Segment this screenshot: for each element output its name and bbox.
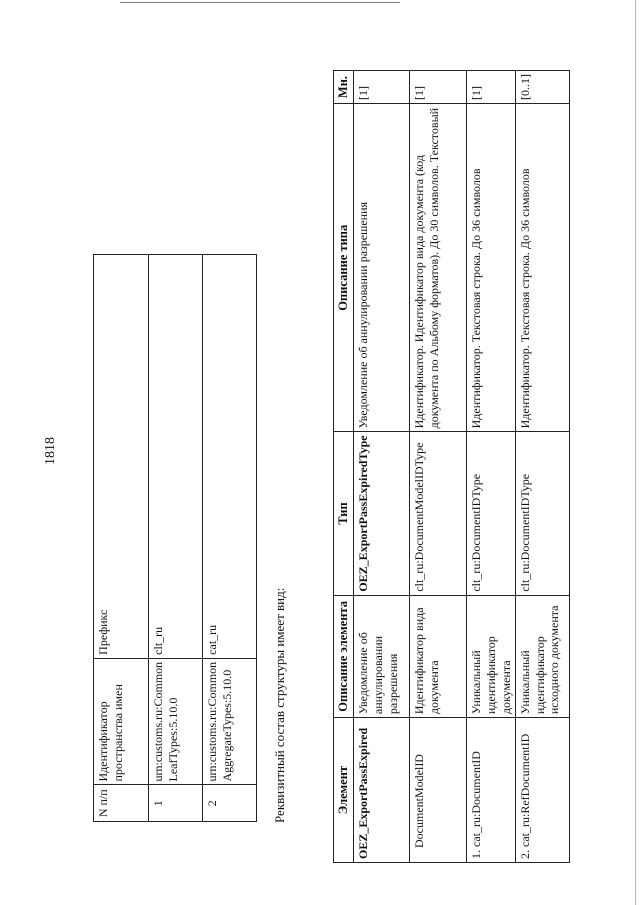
cell-type-description: Уведомление об аннулировании разрешения bbox=[354, 104, 410, 432]
ns-cell-identifier: urn:customs.ru:Common LeafTypes:5.10.0 bbox=[149, 658, 203, 785]
ns-header-prefix: Префикс bbox=[94, 255, 149, 659]
table-row bbox=[149, 255, 203, 822]
cell-element: DocumentModelID bbox=[410, 718, 467, 863]
cell-element-description: Уникальный идентификатор документа bbox=[467, 595, 516, 717]
cell-multiplicity: [1] bbox=[467, 71, 516, 104]
table-row bbox=[467, 71, 516, 863]
cell-multiplicity: [0..1] bbox=[516, 71, 570, 104]
ns-cell-identifier: urn:customs.ru:Common AggregateTypes:5.10.0 bbox=[203, 658, 257, 785]
cell-multiplicity: [1] bbox=[410, 71, 467, 104]
cell-type: clt_ru:DocumentIDType bbox=[467, 432, 516, 595]
structure-header-row bbox=[334, 71, 354, 863]
ns-cell-number: 2 bbox=[203, 785, 257, 822]
cell-type-description: Идентификатор. Идентификатор вида документа (код документа по Альбому форматов). До 30 символов. Текстовый bbox=[410, 104, 467, 432]
cell-element: OEZ_ExportPassExpired bbox=[354, 718, 410, 863]
page-number: 1818 bbox=[43, 437, 58, 465]
cell-multiplicity: [1] bbox=[354, 71, 410, 104]
cell-type: clt_ru:DocumentModelIDType bbox=[410, 432, 467, 595]
namespace-header-row bbox=[94, 255, 149, 822]
table-row bbox=[516, 71, 570, 863]
cell-type: clt_ru:DocumentIDType bbox=[516, 432, 570, 595]
header-element-description: Описание элемента bbox=[334, 595, 354, 717]
ns-cell-number: 1 bbox=[149, 785, 203, 822]
table-row bbox=[354, 71, 410, 863]
namespace-table bbox=[93, 254, 257, 822]
table-row bbox=[410, 71, 467, 863]
header-multiplicity: Мн. bbox=[334, 71, 354, 104]
table-row bbox=[203, 255, 257, 822]
cell-element-description: Идентификатор вида документа bbox=[410, 595, 467, 717]
cell-type: OEZ_ExportPassExpiredType bbox=[354, 432, 410, 595]
header-element: Элемент bbox=[334, 718, 354, 863]
cell-type-description: Идентификатор. Текстовая строка. До 36 символов bbox=[516, 104, 570, 432]
cell-element: 2. cat_ru:RefDocumentID bbox=[516, 718, 570, 863]
cell-element-description: Уведомление об аннулировании разрешения bbox=[354, 595, 410, 717]
cell-element: 1. cat_ru:DocumentID bbox=[467, 718, 516, 863]
header-type-description: Описание типа bbox=[334, 104, 354, 432]
intro-text: Реквизитный состав структуры имеет вид: bbox=[272, 587, 287, 823]
ns-cell-prefix: cat_ru bbox=[203, 255, 257, 659]
ns-header-identifier: Идентификатор пространства имен bbox=[94, 658, 149, 785]
structure-table bbox=[333, 70, 570, 863]
ns-header-number: N п/п bbox=[94, 785, 149, 822]
cell-type-description: Идентификатор. Текстовая строка. До 36 символов bbox=[467, 104, 516, 432]
ns-cell-prefix: clt_ru bbox=[149, 255, 203, 659]
header-type: Тип bbox=[334, 432, 354, 595]
cell-element-description: Уникальный идентификатор исходного документа bbox=[516, 595, 570, 717]
